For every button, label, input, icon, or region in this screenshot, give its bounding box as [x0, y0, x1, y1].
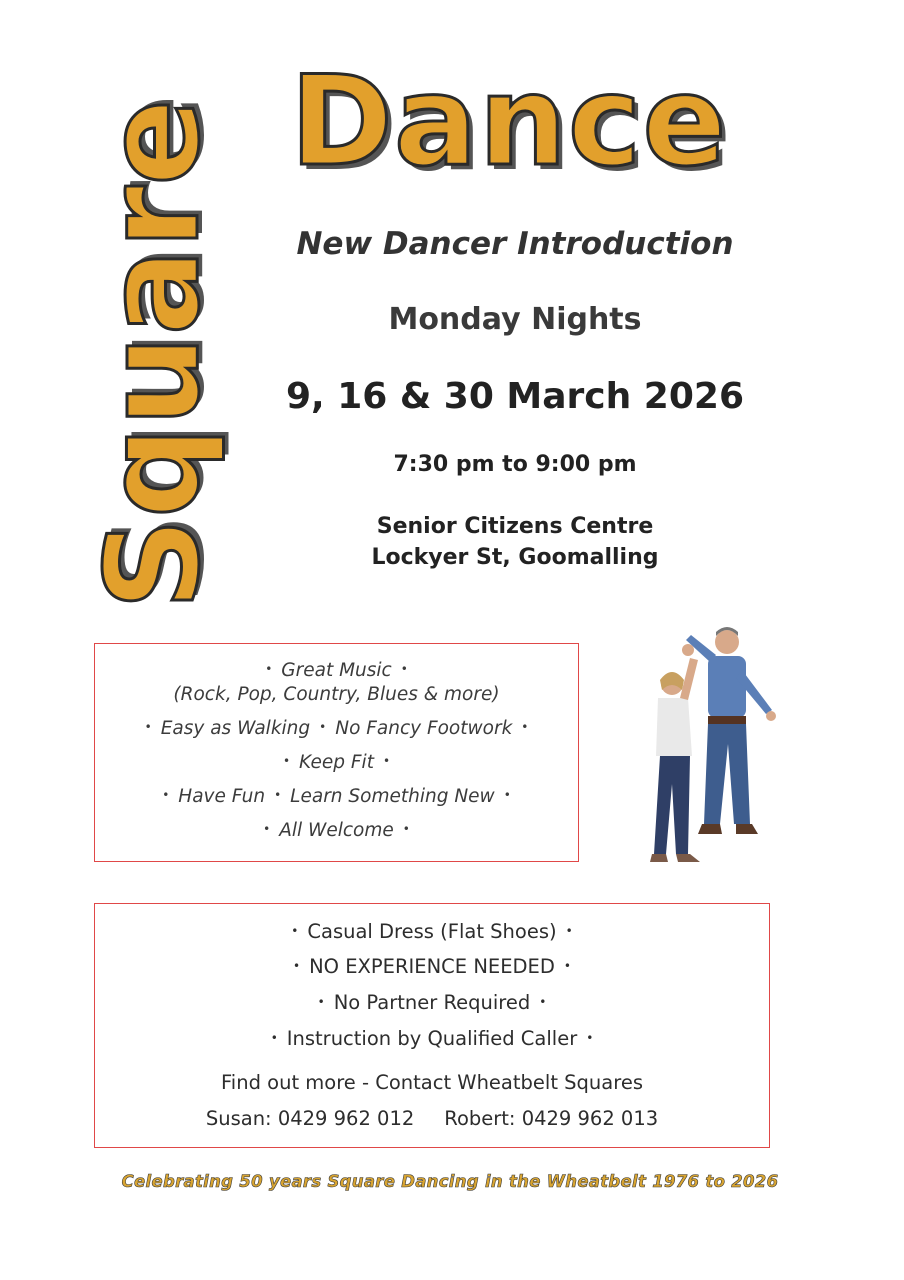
details-box: [94, 903, 770, 1148]
bullet-icon: •: [274, 788, 282, 802]
bullet-icon: •: [402, 822, 410, 836]
bullet-icon: •: [382, 754, 391, 768]
event-nights: Monday Nights: [388, 302, 642, 337]
feature-line-music: [95, 660, 578, 681]
bullet-icon: •: [162, 788, 170, 802]
title-square-vertical: [79, 98, 228, 610]
feature-learn-new: Learn Something New: [290, 786, 495, 807]
feature-great-music: Great Music: [281, 660, 392, 681]
feature-genres: (Rock, Pop, Country, Blues & more): [173, 684, 500, 705]
bullet-icon: •: [270, 1031, 278, 1045]
detail-line-instruction: [95, 1027, 769, 1050]
bullet-icon: •: [291, 924, 299, 938]
woman-figure-icon: [650, 644, 700, 862]
bullet-icon: •: [586, 1031, 594, 1045]
bullet-icon: •: [265, 662, 273, 676]
venue-name: Senior Citizens Centre: [376, 514, 654, 539]
feature-line-fun: [95, 786, 578, 807]
feature-line-welcome: [95, 820, 578, 841]
contact-intro: Find out more - Contact Wheatbelt Squares: [221, 1071, 643, 1094]
contact-numbers: [95, 1107, 769, 1130]
bullet-icon: •: [263, 822, 271, 836]
event-time: 7:30 pm to 9:00 pm: [393, 452, 637, 477]
bullet-icon: •: [400, 662, 408, 676]
dancers-image: [630, 620, 790, 880]
detail-line-dress: [95, 920, 769, 943]
contact-robert: Robert: 0429 962 013: [444, 1107, 659, 1130]
man-figure-icon: [686, 627, 776, 834]
event-venue: [270, 511, 760, 573]
bullet-icon: •: [539, 995, 547, 1009]
feature-no-footwork: No Fancy Footwork: [335, 718, 513, 739]
bullet-icon: •: [144, 720, 152, 734]
footer-banner: Celebrating 50 years Square Dancing in the Wheatbelt 1976 to 2026: [121, 1172, 779, 1191]
bullet-icon: •: [293, 959, 301, 973]
feature-line-easy: [95, 718, 578, 739]
event-dates: 9, 16 & 30 March 2026: [285, 376, 744, 417]
detail-casual-dress: Casual Dress (Flat Shoes): [307, 920, 557, 943]
venue-address: Lockyer St, Goomalling: [371, 545, 659, 570]
feature-keep-fit: Keep Fit: [299, 752, 374, 773]
bullet-icon: •: [282, 754, 291, 768]
bullet-icon: •: [317, 995, 325, 1009]
features-box: [94, 643, 579, 862]
bullet-icon: •: [521, 720, 529, 734]
title-dance: Dance: [290, 50, 728, 194]
detail-instruction: Instruction by Qualified Caller: [286, 1027, 578, 1050]
event-subtitle: New Dancer Introduction: [296, 226, 734, 262]
feature-have-fun: Have Fun: [178, 786, 266, 807]
title-square-text: Square: [79, 98, 228, 610]
detail-no-partner: No Partner Required: [333, 991, 531, 1014]
feature-all-welcome: All Welcome: [279, 820, 394, 841]
feature-easy-walking: Easy as Walking: [160, 718, 311, 739]
detail-line-partner: [95, 991, 769, 1014]
feature-line-fit: [95, 752, 578, 773]
detail-line-experience: [95, 955, 769, 978]
detail-no-experience: NO EXPERIENCE NEEDED: [309, 955, 555, 978]
contact-susan: Susan: 0429 962 012: [205, 1107, 415, 1130]
bullet-icon: •: [319, 720, 327, 734]
bullet-icon: •: [503, 788, 511, 802]
bullet-icon: •: [565, 924, 573, 938]
bullet-icon: •: [563, 959, 571, 973]
